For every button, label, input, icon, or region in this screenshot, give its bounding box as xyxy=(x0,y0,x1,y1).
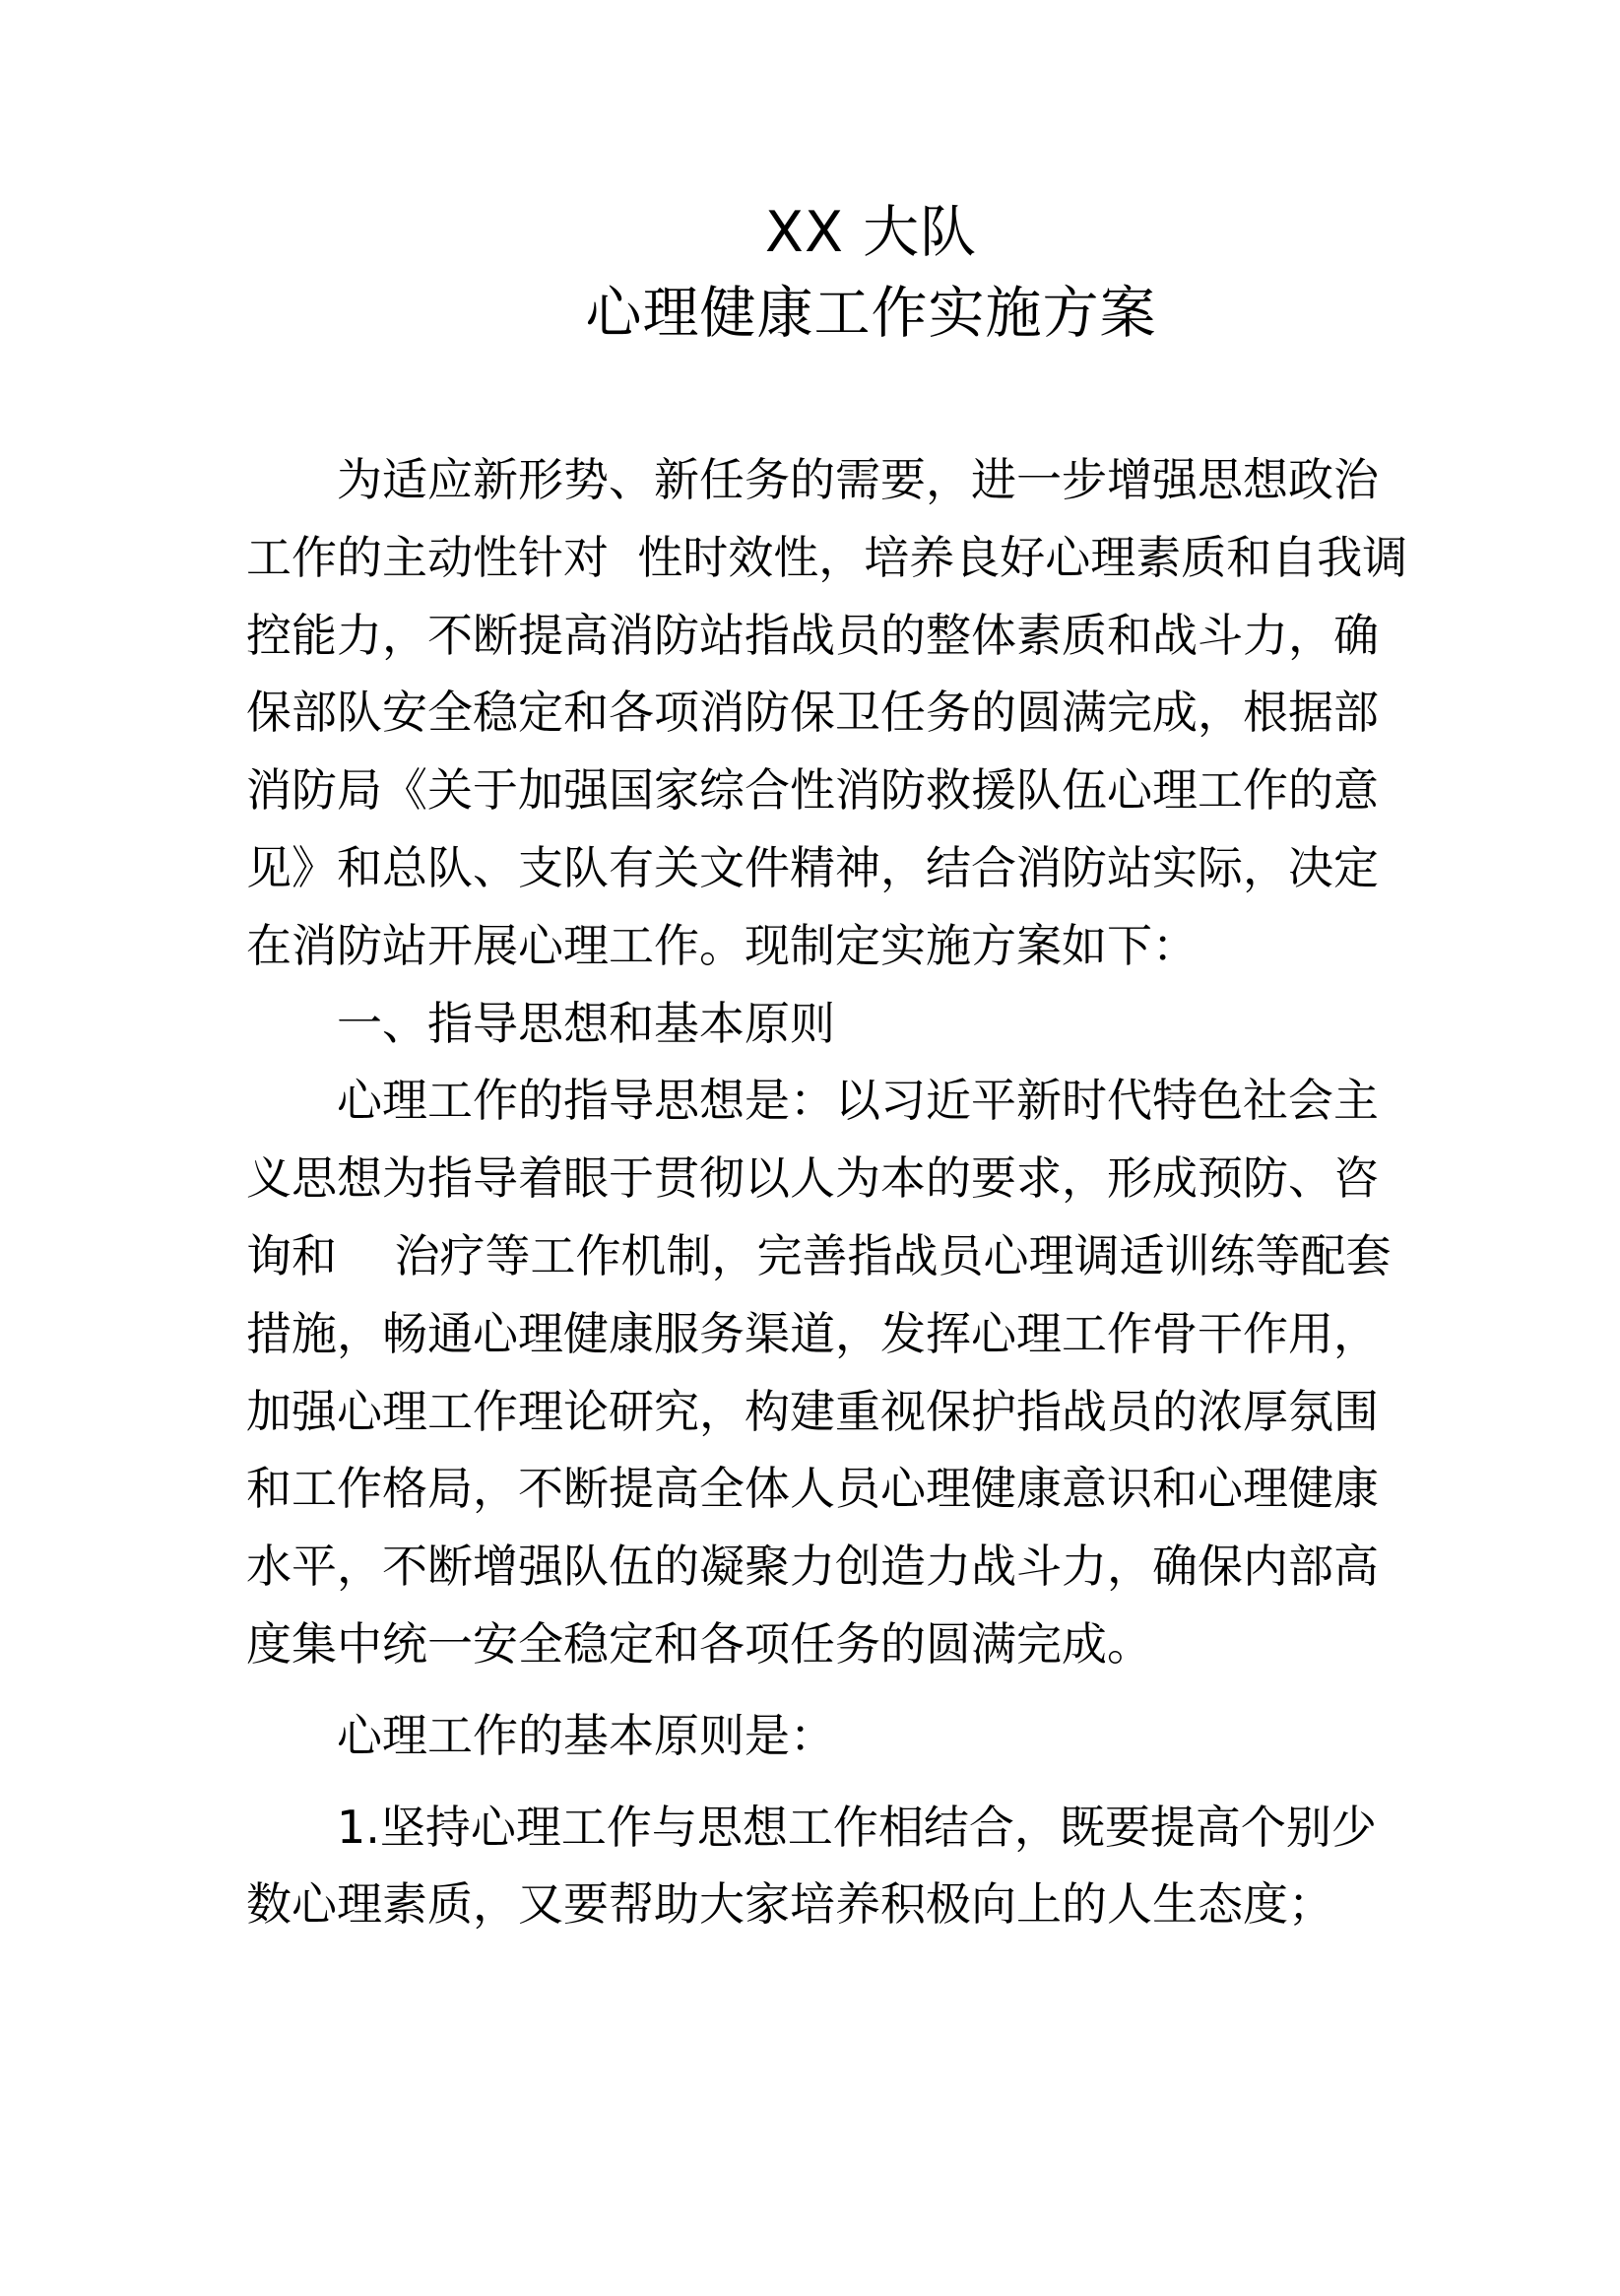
text-line: 1.坚持心理工作与思想工作相结合，既要提高个别少 xyxy=(337,1800,1377,1854)
section-heading: 一、指导思想和基本原则 xyxy=(337,996,835,1050)
text-line: 询和 治疗等工作机制，完善指战员心理调适训练等配套 xyxy=(246,1228,1392,1282)
text-line: 控能力，不断提高消防站指战员的整体素质和战斗力，确 xyxy=(246,608,1379,662)
text-line: 义思想为指导着眼于贯彻以人为本的要求，形成预防、咨 xyxy=(246,1151,1379,1206)
text-line: 为适应新形势、新任务的需要，进一步增强思想政治 xyxy=(337,453,1379,506)
paragraph-guiding-ideology xyxy=(246,1062,1392,1682)
text-line: 水平，不断增强队伍的凝聚力创造力战斗力，确保内部高 xyxy=(246,1540,1379,1594)
text-line: 工作的主动性针对 性时效性，培养良好心理素质和自我调 xyxy=(246,530,1408,584)
text-line: 心理工作的指导思想是：以习近平新时代特色社会主 xyxy=(337,1074,1379,1128)
document-body xyxy=(246,441,1408,1943)
text-line: 保部队安全稳定和各项消防保卫任务的圆满完成，根据部 xyxy=(246,686,1379,740)
text-line: 见》和总队、支队有关文件精神，结合消防站实际，决定 xyxy=(246,840,1379,894)
text-line: 措施，畅通心理健康服务渠道，发挥心理工作骨干作用， xyxy=(246,1306,1379,1360)
text-line: 在消防站开展心理工作。现制定实施方案如下： xyxy=(246,918,1198,972)
text-line: 度集中统一安全稳定和各项任务的圆满完成。 xyxy=(246,1616,1152,1671)
text-line: 心理工作的基本原则是： xyxy=(337,1708,835,1762)
text-line: 消防局《关于加强国家综合性消防救援队伍心理工作的意 xyxy=(246,763,1379,818)
text-line: 数心理素质，又要帮助大家培养积极向上的人生态度； xyxy=(246,1877,1333,1932)
document-title-line2: 心理健康工作实施方案 xyxy=(585,281,1157,346)
text-line: 和工作格局，不断提高全体人员心理健康意识和心理健康 xyxy=(246,1462,1379,1516)
paragraph-principle-1 xyxy=(246,1789,1379,1944)
paragraph-basic-principles xyxy=(246,1697,1379,1775)
text-line: 加强心理工作理论研究，构建重视保护指战员的浓厚氛围 xyxy=(246,1384,1379,1438)
document-title-line1: XX 大队 xyxy=(764,200,978,265)
paragraph-intro xyxy=(246,441,1408,985)
